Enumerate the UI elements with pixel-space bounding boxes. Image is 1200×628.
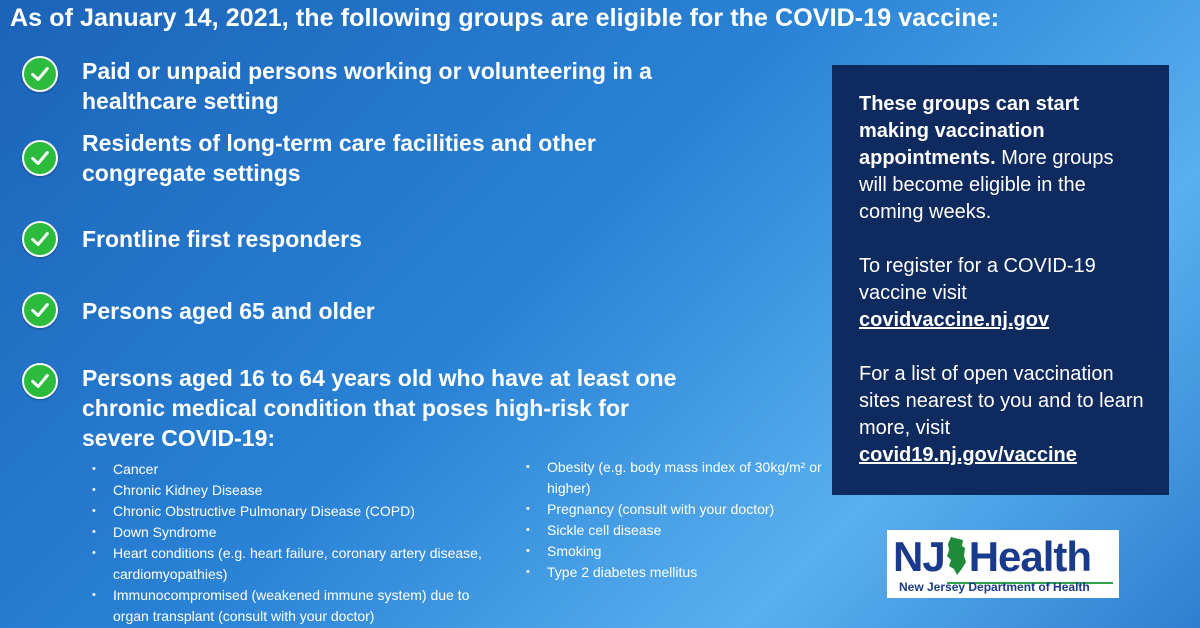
group-text-line: Paid or unpaid persons working or volunteering in a <box>82 58 652 84</box>
logo-health-text: Health <box>968 533 1092 580</box>
info-paragraph-register <box>859 253 1145 334</box>
register-link[interactable]: covidvaccine.nj.gov <box>859 309 1050 331</box>
group-text-line: Persons aged 65 and older <box>82 298 375 324</box>
eligible-group-long-term-care <box>22 128 596 188</box>
checkmark-icon <box>22 56 58 92</box>
condition-item: • Pregnancy (consult with your doctor) <box>547 499 837 520</box>
group-text-line: congregate settings <box>82 160 301 186</box>
checkmark-icon <box>22 292 58 328</box>
eligible-group-high-risk <box>22 363 676 453</box>
condition-item: • Chronic Obstructive Pulmonary Disease (COPD) <box>113 501 493 522</box>
info-text: More groups will become eligible in the coming weeks. <box>859 147 1114 223</box>
nj-state-icon <box>945 536 967 585</box>
info-paragraph-appointments <box>859 91 1145 226</box>
condition-item: • Heart conditions (e.g. heart failure, coronary artery disease, cardiomyopathies) <box>113 543 493 585</box>
condition-item: • Smoking <box>547 541 837 562</box>
condition-item: • Sickle cell disease <box>547 520 837 541</box>
checkmark-icon <box>22 140 58 176</box>
condition-item: • Type 2 diabetes mellitus <box>547 562 837 583</box>
info-text: To register for a COVID-19 vaccine visit <box>859 255 1096 304</box>
group-text-line: Frontline first responders <box>82 226 362 252</box>
condition-item: • Cancer <box>113 459 493 480</box>
headline: As of January 14, 2021, the following groups are eligible for the COVID-19 vaccine: <box>10 4 1000 32</box>
condition-item: • Chronic Kidney Disease <box>113 480 493 501</box>
condition-item: • Obesity (e.g. body mass index of 30kg/m² or higher) <box>547 457 837 499</box>
condition-item: • Immunocompromised (weakened immune system) due to organ transplant (consult with your doctor) <box>113 585 493 627</box>
logo-subtitle: New Jersey Department of Health <box>899 580 1090 594</box>
eligible-group-first-responders <box>22 221 362 257</box>
logo-nj-text: NJ <box>893 533 945 580</box>
group-text-line: severe COVID-19: <box>82 425 276 451</box>
eligible-group-65-plus <box>22 292 375 328</box>
checkmark-icon <box>22 363 58 399</box>
info-box <box>832 65 1169 495</box>
group-text-line: Residents of long-term care facilities and other <box>82 130 596 156</box>
conditions-list-right <box>547 457 837 583</box>
conditions-list-left <box>113 459 493 627</box>
group-text-line: chronic medical condition that poses high-risk for <box>82 395 629 421</box>
nj-health-logo <box>887 530 1119 598</box>
group-text-line: healthcare setting <box>82 88 279 114</box>
group-text-line: Persons aged 16 to 64 years old who have at least one <box>82 365 677 391</box>
eligible-group-healthcare <box>22 56 652 116</box>
info-text: For a list of open vaccination sites nearest to you and to learn more, visit <box>859 363 1144 439</box>
info-bold-text: These groups can start making vaccination appointments. <box>859 93 1080 169</box>
info-paragraph-sites <box>859 361 1145 469</box>
checkmark-icon <box>22 221 58 257</box>
condition-item: • Down Syndrome <box>113 522 493 543</box>
vaccine-info-link[interactable]: covid19.nj.gov/vaccine <box>859 444 1077 466</box>
